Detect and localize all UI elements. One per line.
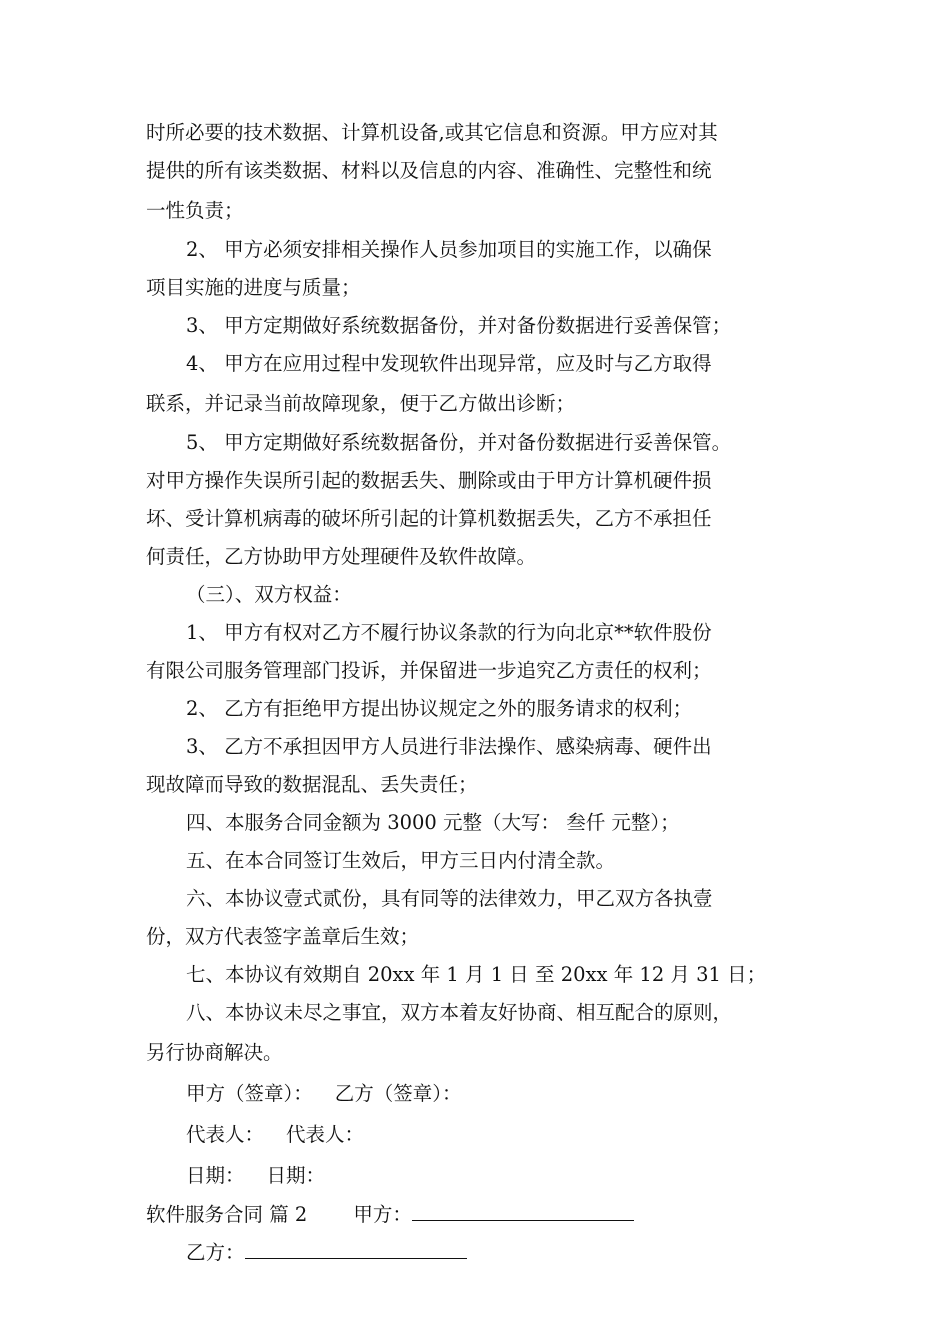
party-b-date-label: 日期： [266, 1164, 326, 1187]
party-b-rep-label: 代表人： [286, 1123, 365, 1146]
document-body [146, 114, 816, 1272]
party-a-label: 甲方： [353, 1203, 412, 1226]
clause-5-line: 5、 甲方定期做好系统数据备份，并对备份数据进行妥善保管。 [186, 431, 732, 454]
rights-2-line: 2、 乙方有拒绝甲方提出协议规定之外的服务请求的权利； [186, 697, 693, 720]
next-contract-heading-row [146, 1196, 816, 1234]
validity-period-line: 七、本协议有效期自 20xx 年 1 月 1 日 至 20xx 年 12 月 31 日； [186, 963, 767, 986]
paragraph-line: 项目实施的进度与质量； [146, 276, 361, 299]
copies-clause-line: 六、本协议壹式贰份，具有同等的法律效力，甲乙双方各执壹 [186, 887, 713, 910]
clause-3-line: 3、 甲方定期做好系统数据备份，并对备份数据进行妥善保管； [186, 314, 732, 337]
party-b-row [146, 1234, 816, 1272]
party-a-seal-label: 甲方（签章）： [186, 1082, 313, 1105]
date-row [146, 1155, 816, 1196]
section-heading-rights: （三）、双方权益： [186, 583, 352, 606]
next-contract-title: 软件服务合同 篇 2 [146, 1203, 308, 1226]
paragraph-line: 联系，并记录当前故障现象，便于乙方做出诊断； [146, 392, 576, 415]
paragraph-line: 对甲方操作失误所引起的数据丢失、删除或由于甲方计算机硬件损 [146, 469, 712, 492]
paragraph-line: 坏、受计算机病毒的破坏所引起的计算机数据丢失，乙方不承担任 [146, 507, 712, 530]
contract-amount-line: 四、本服务合同金额为 3000 元整（大写： 叁仟 元整）； [186, 811, 680, 834]
paragraph-line: 有限公司服务管理部门投诉，并保留进一步追究乙方责任的权利； [146, 659, 712, 682]
clause-4-line: 4、 甲方在应用过程中发现软件出现异常，应及时与乙方取得 [186, 352, 712, 375]
party-a-rep-label: 代表人： [186, 1123, 265, 1146]
party-b-label: 乙方： [186, 1241, 245, 1264]
payment-terms-line: 五、在本合同签订生效后，甲方三日内付清全款。 [186, 849, 616, 872]
misc-clause-line: 八、本协议未尽之事宜，双方本着友好协商、相互配合的原则， [186, 1001, 733, 1024]
party-b-seal-label: 乙方（签章）： [334, 1082, 462, 1105]
paragraph-line: 一性负责； [146, 199, 244, 222]
paragraph-line: 提供的所有该类数据、材料以及信息的内容、准确性、完整性和统 [146, 159, 712, 182]
paragraph-line: 另行协商解决。 [146, 1041, 283, 1064]
paragraph-line: 现故障而导致的数据混乱、丢失责任； [146, 773, 478, 796]
paragraph-line: 何责任，乙方协助甲方处理硬件及软件故障。 [146, 545, 537, 568]
paragraph-line: 份，双方代表签字盖章后生效； [146, 925, 420, 948]
signature-seal-row [146, 1073, 816, 1114]
rights-3-line: 3、 乙方不承担因甲方人员进行非法操作、感染病毒、硬件出 [186, 735, 712, 758]
representative-row [146, 1114, 816, 1155]
party-a-date-label: 日期： [186, 1164, 245, 1187]
party-b-blank-line [245, 1236, 467, 1259]
party-a-blank-line [412, 1198, 634, 1221]
rights-1-line: 1、 甲方有权对乙方不履行协议条款的行为向北京**软件股份 [186, 621, 712, 644]
clause-2-line: 2、 甲方必须安排相关操作人员参加项目的实施工作，以确保 [186, 238, 712, 261]
paragraph-line: 时所必要的技术数据、计算机设备,或其它信息和资源。甲方应对其 [146, 121, 718, 144]
